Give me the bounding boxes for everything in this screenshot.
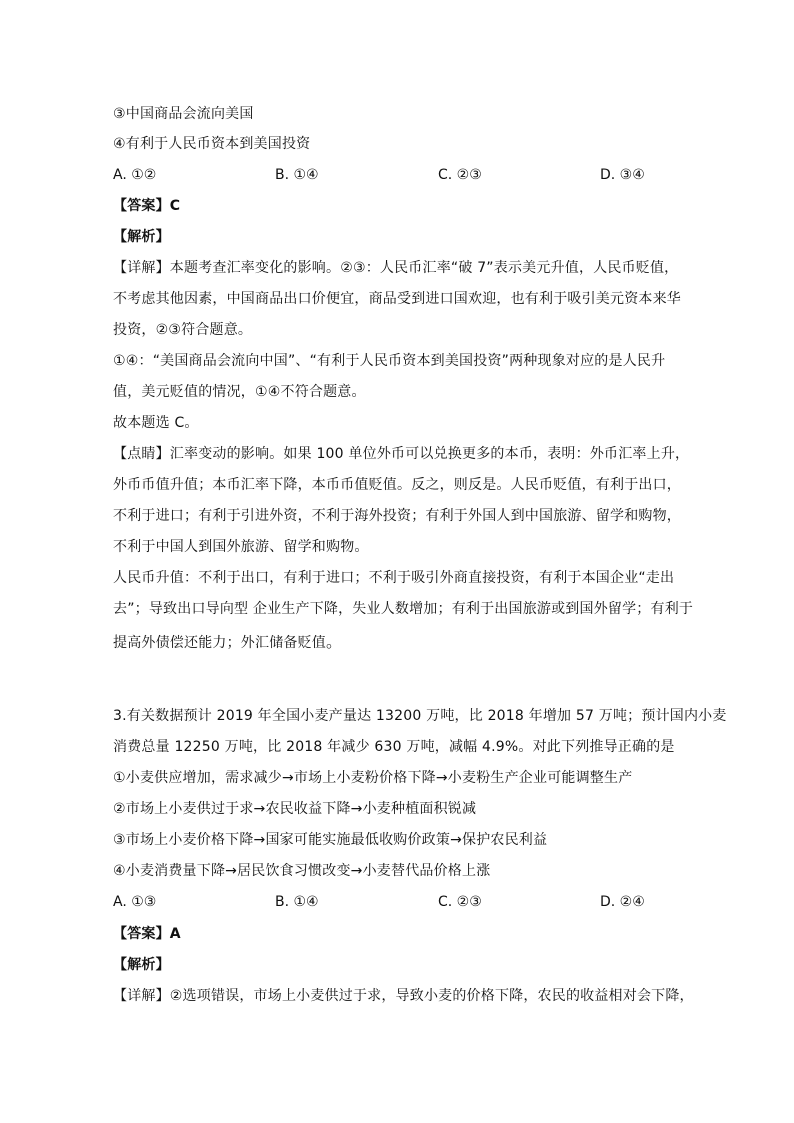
- q2-tip-line-last: [113, 632, 693, 653]
- q3-detail-line: 【详解】②选项错误，市场上小麦供过于求，导致小麦的价格下降，农民的收益相对会下降，: [113, 988, 694, 1004]
- q3-option-c: C. ②③: [438, 894, 482, 910]
- q2-tip-line: 人民币升值：不利于出口，有利于进口；不利于吸引外商直接投资，有利于本国企业“走出: [113, 570, 675, 586]
- q3-option-a: A. ①③: [113, 894, 157, 910]
- q2-option-d: D. ③④: [600, 167, 645, 183]
- q2-detail-line: 不考虑其他因素，中国商品出口价便宜，商品受到进口国欢迎，也有利于吸引美元资本来华: [113, 291, 681, 307]
- q2-option-b: B. ①④: [275, 167, 319, 183]
- q2-detail-line: 值，美元贬值的情况，①④不符合题意。: [113, 384, 366, 400]
- q2-detail-line: 【详解】本题考查汇率变化的影响。②③：人民币汇率“破 7”表示美元升值，人民币贬值，: [113, 260, 679, 276]
- q2-answer: 【答案】C: [113, 198, 181, 214]
- q3-answer: 【答案】A: [113, 926, 181, 942]
- q3-stem-line: 3.有关数据预计 2019 年全国小麦产量达 13200 万吨，比 2018 年增加 57 万吨；预计国内小麦: [113, 708, 727, 724]
- q2-tip-line: 【点睛】汇率变动的影响。如果 100 单位外币可以兑换更多的本币，表明：外币汇率上升，: [113, 446, 690, 462]
- q3-stem-line: 消费总量 12250 万吨，比 2018 年减少 630 万吨，减幅 4.9%。对此下列推导正确的是: [113, 739, 675, 755]
- q2-detail-line: ①④：“美国商品会流向中国”、“有利于人民币资本到美国投资”两种现象对应的是人民升: [113, 353, 666, 369]
- q3-item-4: ④小麦消费量下降→居民饮食习惯改变→小麦替代品价格上涨: [113, 863, 491, 879]
- q2-tip-line: 不利于中国人到国外旅游、留学和购物。: [113, 539, 369, 555]
- q2-tip-line: 外币币值升值；本币汇率下降，本币币值贬值。反之，则反是。人民币贬值，有利于出口，: [113, 477, 681, 493]
- q3-option-d: D. ②④: [600, 894, 645, 910]
- q2-option-a: A. ①②: [113, 167, 157, 183]
- q2-tip-line: 不利于进口；有利于引进外资，不利于海外投资；有利于外国人到中国旅游、留学和购物，: [113, 508, 681, 524]
- q3-analysis-heading: 【解析】: [113, 957, 170, 973]
- q3-option-b: B. ①④: [275, 894, 319, 910]
- q2-tip-last-text: 提高外债偿还能力；外汇储备贬值: [113, 635, 326, 651]
- q2-analysis-heading: 【解析】: [113, 229, 170, 245]
- q3-item-2: ②市场上小麦供过于求→农民收益下降→小麦种植面积锐减: [113, 801, 477, 817]
- q2-item-3: ③中国商品会流向美国: [113, 106, 254, 122]
- q2-detail-line: 故本题选 C。: [113, 415, 199, 431]
- q2-tip-line: 去”；导致出口导向型 企业生产下降，失业人数增加；有利于出国旅游或到国外留学；有利于: [113, 601, 694, 617]
- q2-tip-end-mark: 。: [326, 632, 343, 651]
- q2-detail-line: 投资，②③符合题意。: [113, 322, 253, 338]
- q2-item-4: ④有利于人民币资本到美国投资: [113, 136, 311, 152]
- q3-item-3: ③市场上小麦价格下降→国家可能实施最低收购价政策→保护农民利益: [113, 832, 548, 848]
- q2-option-c: C. ②③: [438, 167, 482, 183]
- q3-item-1: ①小麦供应增加，需求减少→市场上小麦粉价格下降→小麦粉生产企业可能调整生产: [113, 770, 633, 786]
